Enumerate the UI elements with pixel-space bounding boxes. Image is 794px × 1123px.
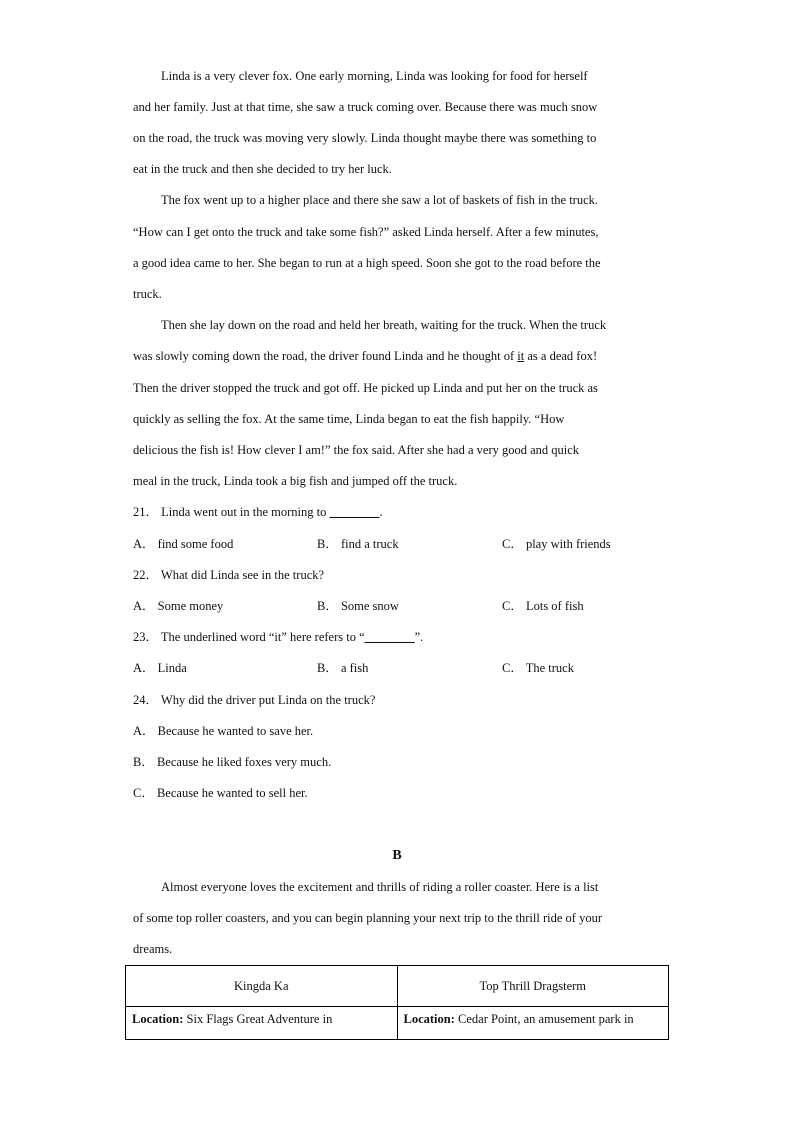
option-21-b: B． find a truck — [317, 537, 399, 551]
passage-line: on the road, the truck was moving very slowly. Linda thought maybe there was something to — [133, 131, 597, 145]
answer-blank: ________ — [329, 505, 380, 519]
location-label: Location: — [132, 1012, 184, 1026]
location-label: Location: — [403, 1012, 455, 1026]
passage-line: Then the driver stopped the truck and got off. He picked up Linda and put her on the truck as — [133, 381, 598, 395]
location-value: Cedar Point, an amusement park in — [454, 1012, 634, 1026]
option-22-c: C． Lots of fish — [502, 599, 584, 613]
passage-line: “How can I get onto the truck and take some fish?” asked Linda herself. After a few minutes, — [133, 225, 599, 239]
passage-line: meal in the truck, Linda took a big fish and jumped off the truck. — [133, 474, 458, 488]
passage-line: Linda is a very clever fox. One early morning, Linda was looking for food for herself — [161, 69, 588, 83]
answer-blank: ________ — [364, 630, 415, 644]
question-24-stem: 24． Why did the driver put Linda on the truck? — [133, 693, 376, 707]
passage-line: and her family. Just at that time, she saw a truck coming over. Because there was much snow — [133, 100, 598, 114]
passage-line: eat in the truck and then she decided to try her luck. — [133, 162, 392, 176]
option-21-a: A． find some food — [133, 537, 234, 551]
section-b-intro-line: of some top roller coasters, and you can begin planning your next trip to the thrill ride of your — [133, 911, 602, 925]
table-cell-title: Kingda Ka — [126, 966, 398, 1007]
passage-line — [133, 348, 597, 364]
question-text: . — [379, 505, 383, 519]
passage-line: delicious the fish is! How clever I am!” the fox said. After she had a very good and quick — [133, 443, 580, 457]
section-b-intro-line: dreams. — [133, 942, 173, 956]
option-21-c: C． play with friends — [502, 537, 611, 551]
passage-line: truck. — [133, 287, 162, 301]
table-row — [126, 966, 669, 1007]
question-22-stem: 22． What did Linda see in the truck? — [133, 568, 325, 582]
underlined-word-it: it — [517, 349, 525, 363]
question-text: 23． The underlined word “it” here refers to “ — [133, 630, 365, 644]
passage-line: Then she lay down on the road and held her breath, waiting for the truck. When the truck — [161, 318, 607, 332]
option-24-a: A． Because he wanted to save her. — [133, 724, 314, 738]
table-cell-title: Top Thrill Dragsterm — [397, 966, 669, 1007]
passage-text: was slowly coming down the road, the driver found Linda and he thought of — [133, 349, 518, 363]
passage-line: quickly as selling the fox. At the same time, Linda began to eat the fish happily. “How — [133, 412, 565, 426]
option-23-b: B． a fish — [317, 661, 369, 675]
roller-coaster-table — [125, 965, 669, 1040]
passage-line: a good idea came to her. She began to run at a high speed. Soon she got to the road before the — [133, 256, 601, 270]
passage-line: The fox went up to a higher place and there she saw a lot of baskets of fish in the truck. — [161, 193, 599, 207]
passage-text: as a dead fox! — [524, 349, 598, 363]
option-24-c: C． Because he wanted to sell her. — [133, 786, 308, 800]
table-row — [126, 1007, 669, 1040]
section-b-intro-line: Almost everyone loves the excitement and thrills of riding a roller coaster. Here is a list — [161, 880, 599, 894]
section-b-heading: B — [392, 848, 402, 863]
option-22-a: A． Some money — [133, 599, 224, 613]
question-21-stem — [133, 504, 383, 520]
option-22-b: B． Some snow — [317, 599, 399, 613]
question-text: 21． Linda went out in the morning to — [133, 505, 330, 519]
table-cell-location — [397, 1007, 669, 1040]
location-value: Six Flags Great Adventure in — [183, 1012, 333, 1026]
question-23-stem — [133, 629, 423, 645]
table-cell-location — [126, 1007, 398, 1040]
option-23-a: A． Linda — [133, 661, 187, 675]
question-text: ”. — [414, 630, 424, 644]
option-23-c: C． The truck — [502, 661, 574, 675]
option-24-b: B． Because he liked foxes very much. — [133, 755, 332, 769]
